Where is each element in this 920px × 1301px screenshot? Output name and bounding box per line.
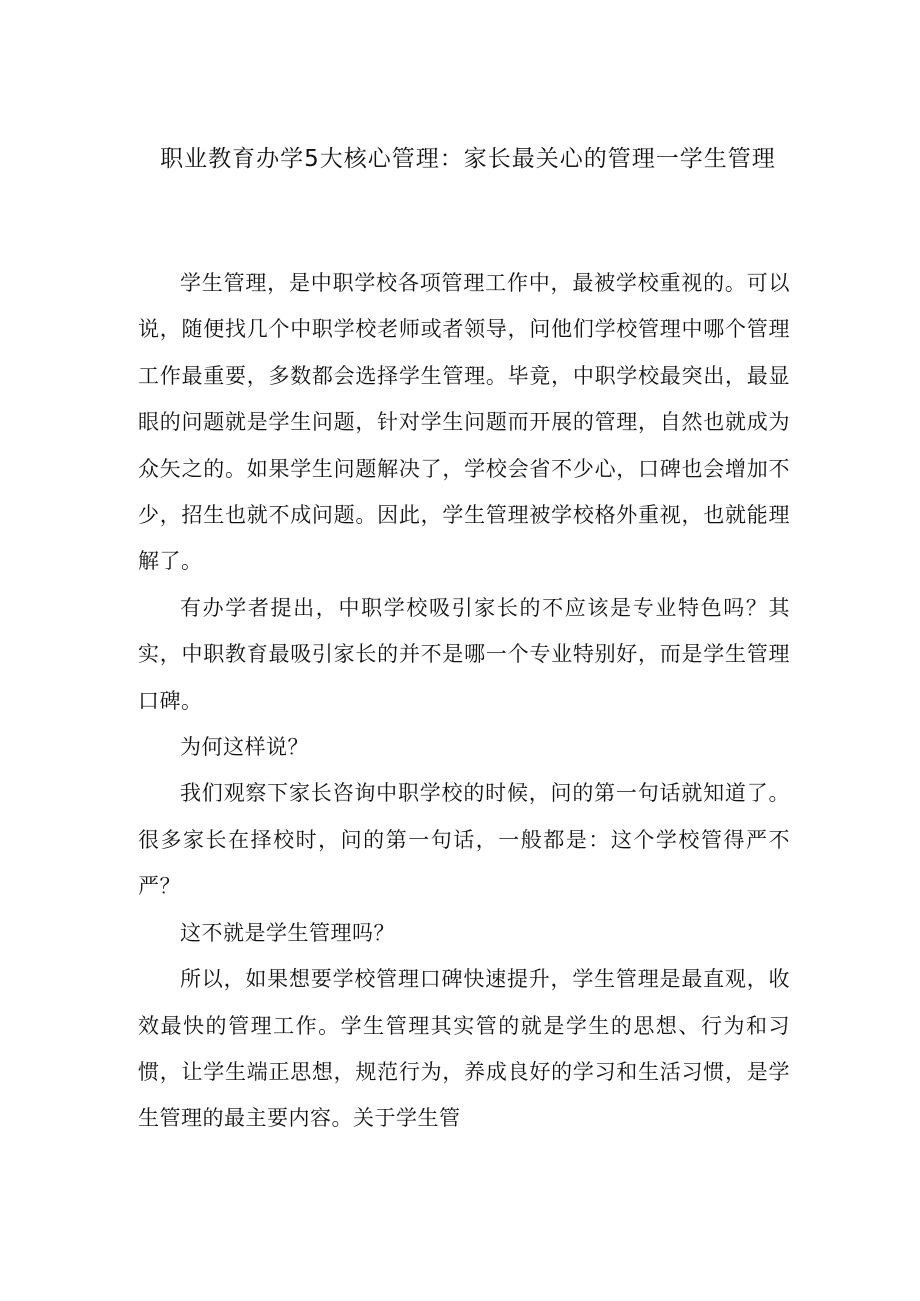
paragraph-6: 所以，如果想要学校管理口碑快速提升，学生管理是最直观，收效最快的管理工作。学生管理其实管的就是学生的思想、行为和习惯，让学生端正思想，规范行为，养成良好的学习和生活习惯，是学生管理的最主要内容。关于学生管 — [138, 967, 790, 1131]
paragraph-5: 这不就是学生管理吗？ — [180, 920, 395, 945]
document-body — [138, 260, 790, 1142]
document-title: 职业教育办学5大核心管理：家长最关心的管理一学生管理 — [160, 146, 776, 172]
paragraph-1: 学生管理，是中职学校各项管理工作中，最被学校重视的。可以说，随便找几个中职学校老师或者领导，问他们学校管理中哪个管理工作最重要，多数都会选择学生管理。毕竟，中职学校最突出，最显眼的问题就是学生问题，针对学生问题而开展的管理，自然也就成为众矢之的。如果学生问题解决了，学校会省不少心，口碑也会增加不少，招生也就不成问题。因此，学生管理被学校格外重视，也就能理解了。 — [138, 271, 790, 574]
paragraph-2: 有办学者提出，中职学校吸引家长的不应该是专业特色吗？其实，中职教育最吸引家长的并不是哪一个专业特别好，而是学生管理口碑。 — [138, 595, 790, 713]
paragraph-3: 为何这样说？ — [180, 735, 309, 760]
paragraph-4: 我们观察下家长咨询中职学校的时候，问的第一句话就知道了。很多家长在择校时，问的第一句话，一般都是：这个学校管得严不严？ — [138, 781, 790, 899]
